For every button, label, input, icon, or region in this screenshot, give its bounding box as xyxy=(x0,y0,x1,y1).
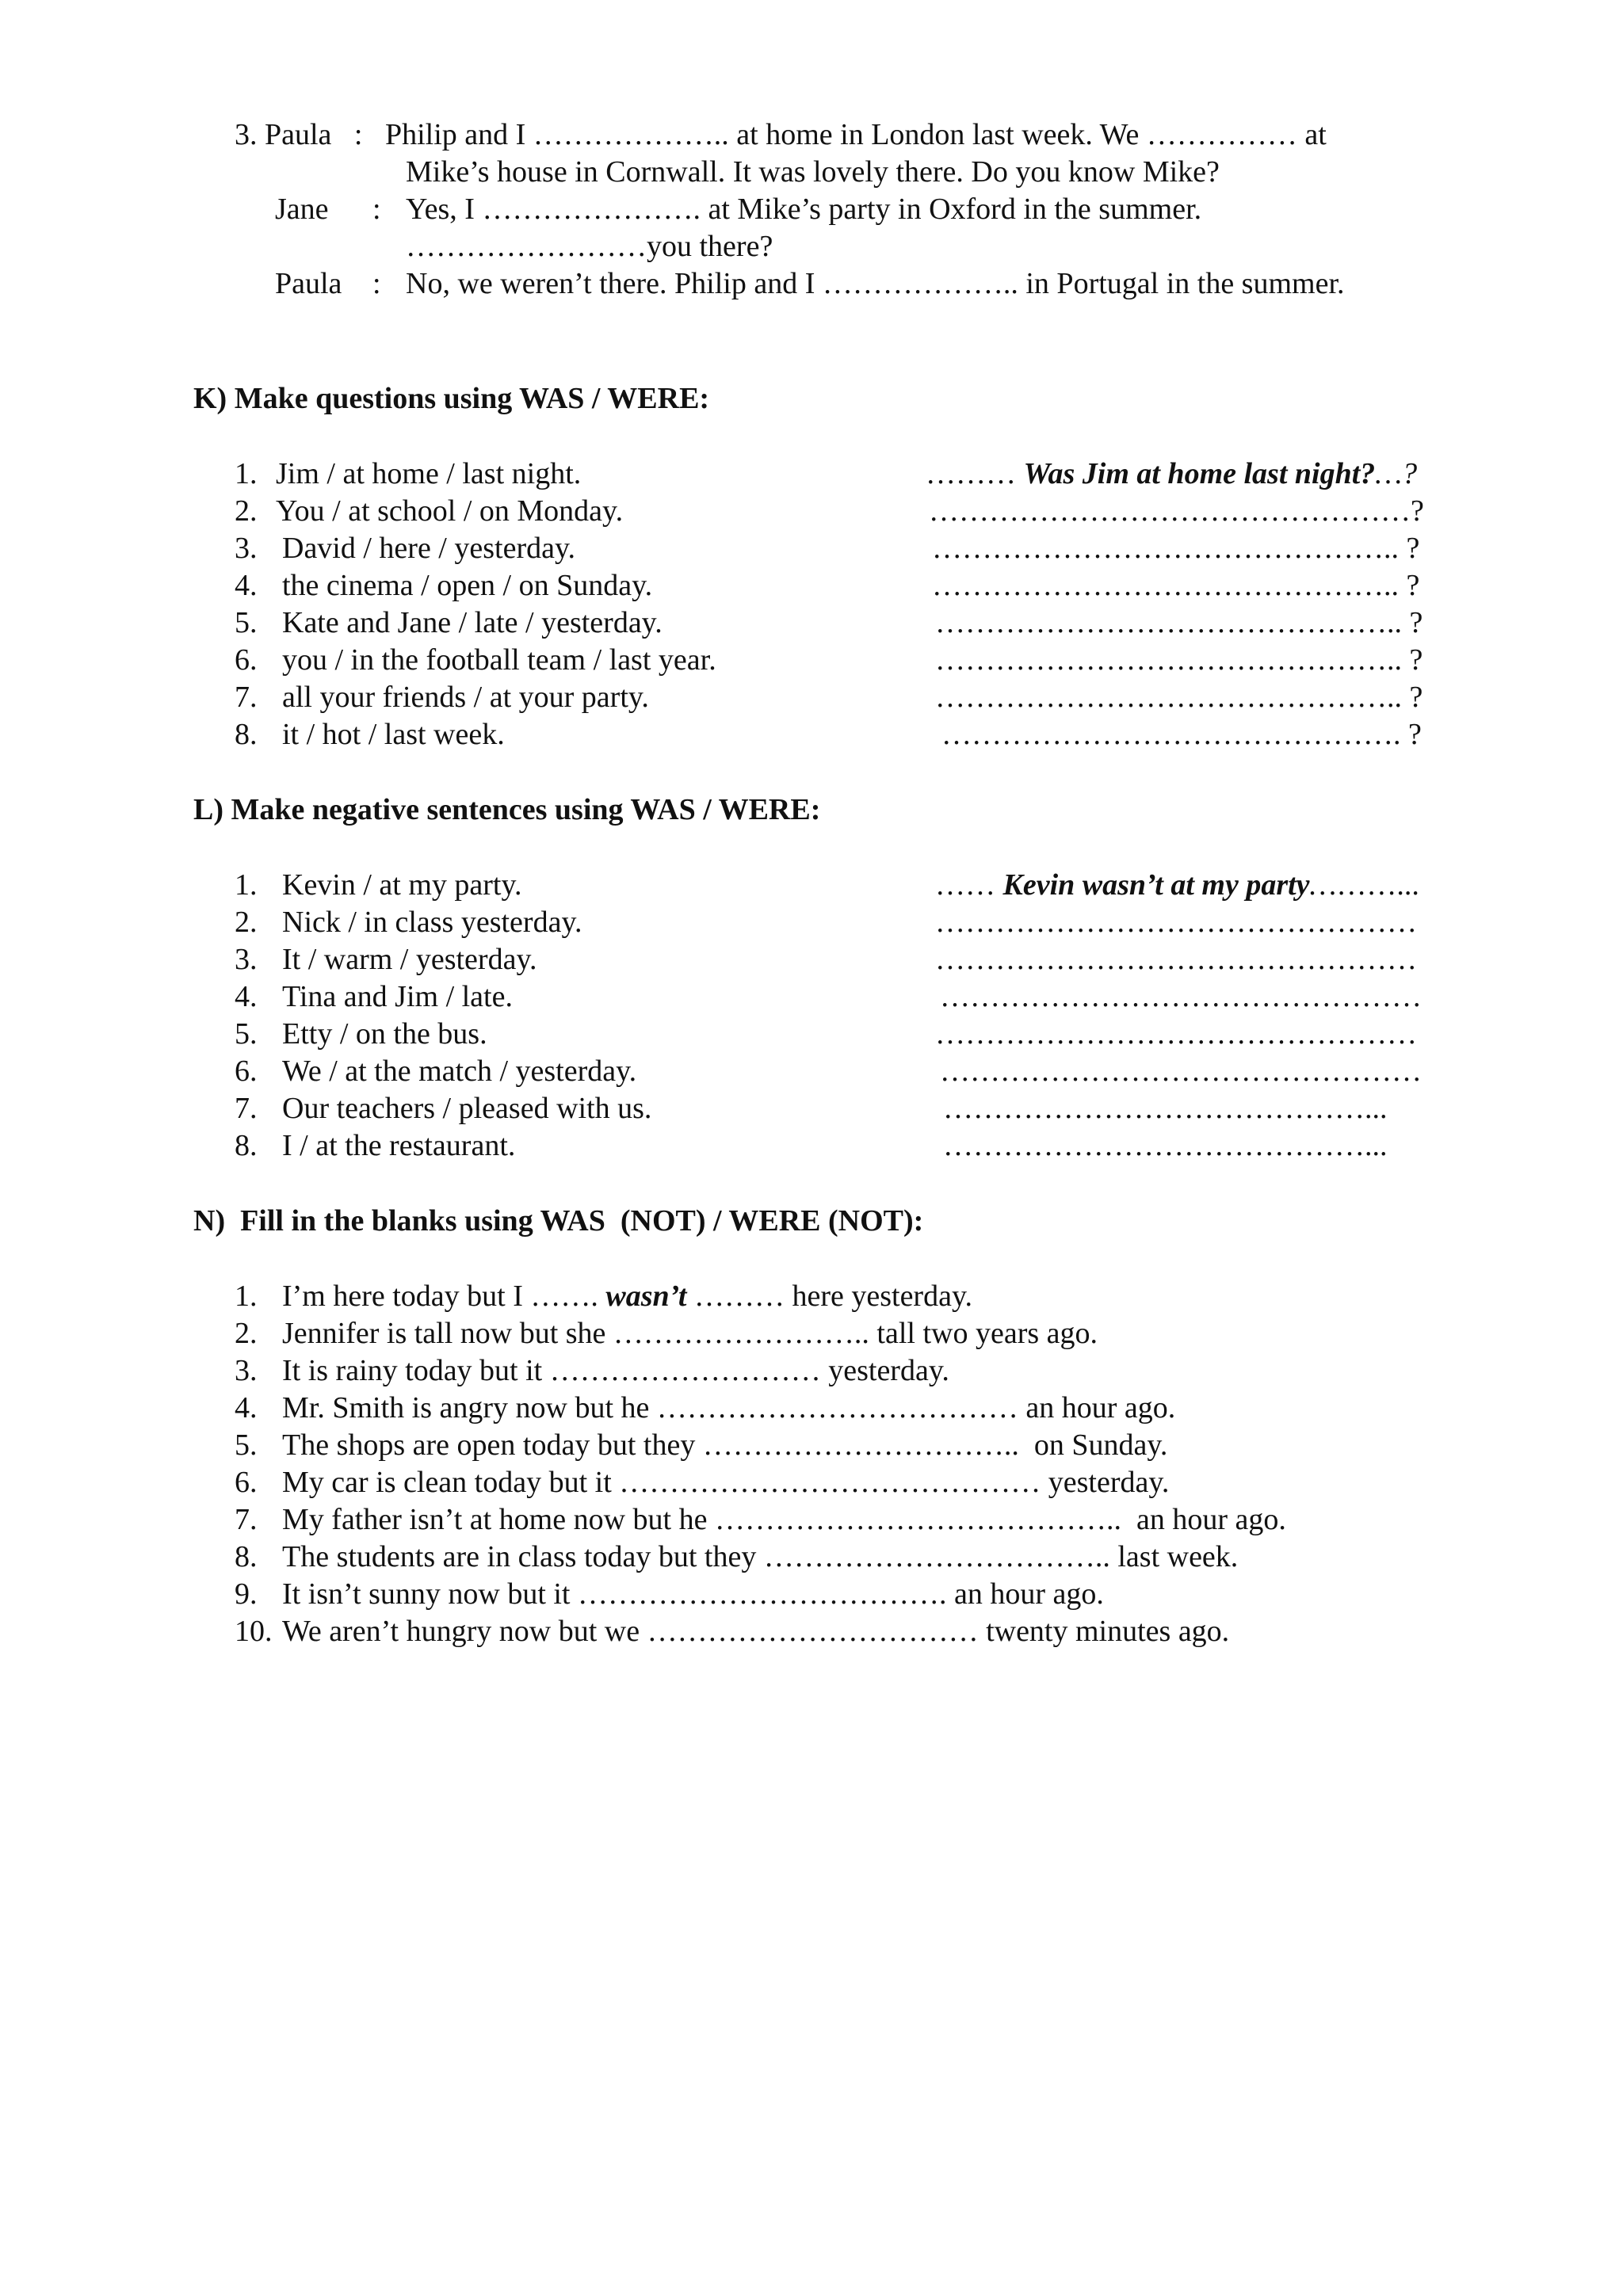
n-item-text: It isn’t sunny now but it ………………………………. an hour ago. xyxy=(282,1577,1104,1611)
l-item-prompt: We / at the match / yesterday. xyxy=(282,1055,637,1088)
k-item-blank: ……………………………………….. ? xyxy=(932,532,1420,565)
k-item-answer-line xyxy=(926,456,1417,492)
l-item-num: 1. xyxy=(235,868,258,902)
n-item-text: Mr. Smith is angry now but he ……………………………… an hour ago. xyxy=(282,1391,1176,1425)
n-item-num: 1. xyxy=(235,1280,258,1313)
l-item-blank: ………………………………………… xyxy=(940,980,1422,1013)
n-item-text: My car is clean today but it …………………………………… yesterday. xyxy=(282,1466,1170,1499)
dialogue-line-3: Yes, I …………………. at Mike’s party in Oxford in the summer. xyxy=(406,193,1202,226)
n-item-num: 4. xyxy=(235,1391,258,1425)
k-item-prompt: it / hot / last week. xyxy=(282,718,505,751)
n-item-text: We aren’t hungry now but we …………………………… twenty minutes ago. xyxy=(282,1615,1230,1648)
n-item-text: Jennifer is tall now but she …………………….. tall two years ago. xyxy=(282,1317,1098,1350)
l-item-blank: ………………………………………… xyxy=(935,1017,1417,1051)
l-item-dots: …… xyxy=(935,868,995,902)
dialogue-line-1: 3. Paula : Philip and I ……………….. at home in London last week. We …………… at xyxy=(235,118,1327,151)
dialogue-speaker-paula: Paula xyxy=(275,267,342,300)
dialogue-line-4: ……………………you there? xyxy=(406,230,773,263)
l-item-num: 4. xyxy=(235,980,258,1013)
k-item-num: 7. xyxy=(235,681,258,714)
n-item-text: The students are in class today but they …………………………….. last week. xyxy=(282,1540,1239,1573)
l-item-num: 2. xyxy=(235,906,258,939)
l-item-num: 6. xyxy=(235,1055,258,1088)
k-item-blank: ……………………………………….. ? xyxy=(932,569,1420,602)
n-item-num: 8. xyxy=(235,1540,258,1573)
n-item-num: 7. xyxy=(235,1503,258,1536)
n-item-after: ……… here yesterday. xyxy=(693,1280,972,1313)
k-item-num: 5. xyxy=(235,606,258,639)
k-item-prompt: the cinema / open / on Sunday. xyxy=(282,569,653,602)
k-item-blank: ………………………………………. ? xyxy=(941,718,1422,751)
l-item-num: 3. xyxy=(235,943,258,976)
k-item-blank: ……………………………………….. ? xyxy=(935,606,1423,639)
k-item-num: 6. xyxy=(235,643,258,677)
k-item-num: 4. xyxy=(235,569,258,602)
dialogue-colon-paula: : xyxy=(372,267,381,300)
n-item-num: 5. xyxy=(235,1428,258,1462)
n-item-num: 3. xyxy=(235,1354,258,1387)
k-item-tail: …? xyxy=(1375,457,1418,490)
k-item-num: 3. xyxy=(235,532,258,565)
k-item-num: 2. xyxy=(235,494,258,528)
k-item-prompt: you / in the football team / last year. xyxy=(282,643,716,677)
l-item-prompt: Kevin / at my party. xyxy=(282,868,522,902)
k-item-num: 1. xyxy=(235,457,258,490)
k-item-blank: ……………………………………….. ? xyxy=(935,681,1423,714)
l-item-blank: ………………………………………… xyxy=(935,943,1417,976)
l-item-prompt: Tina and Jim / late. xyxy=(282,980,513,1013)
dialogue-line-2: Mike’s house in Cornwall. It was lovely there. Do you know Mike? xyxy=(406,155,1220,189)
k-item-blank: ……………………………………….. ? xyxy=(935,643,1423,677)
k-item-dots: ……… xyxy=(926,457,1016,490)
dialogue-speaker-jane: Jane xyxy=(275,193,329,226)
l-item-blank: ………………………………………… xyxy=(940,1055,1422,1088)
n-item-num: 10. xyxy=(235,1615,273,1648)
n-item-num: 9. xyxy=(235,1577,258,1611)
k-item-prompt: You / at school / on Monday. xyxy=(276,494,624,528)
l-item-blank: ………………………………………… xyxy=(935,906,1417,939)
k-item-prompt: Kate and Jane / late / yesterday. xyxy=(282,606,663,639)
n-item-before: I’m here today but I ……. xyxy=(282,1280,598,1313)
l-item-answer-line xyxy=(935,867,1419,903)
k-item-prompt: all your friends / at your party. xyxy=(282,681,649,714)
k-item-num: 8. xyxy=(235,718,258,751)
l-item-example-answer: Kevin wasn’t at my party xyxy=(1002,868,1310,902)
n-item-text: It is rainy today but it ……………………… yesterday. xyxy=(282,1354,949,1387)
l-item-prompt: I / at the restaurant. xyxy=(282,1129,516,1162)
section-k-heading: K) Make questions using WAS / WERE: xyxy=(193,382,710,415)
n-item-num: 2. xyxy=(235,1317,258,1350)
l-item-prompt: Etty / on the bus. xyxy=(282,1017,487,1051)
l-item-prompt: It / warm / yesterday. xyxy=(282,943,537,976)
l-item-prompt: Nick / in class yesterday. xyxy=(282,906,582,939)
l-item-prompt: Our teachers / pleased with us. xyxy=(282,1092,652,1125)
l-item-num: 7. xyxy=(235,1092,258,1125)
k-item-blank: …………………………………………? xyxy=(929,494,1424,528)
k-item-prompt: David / here / yesterday. xyxy=(282,532,575,565)
n-item-num: 6. xyxy=(235,1466,258,1499)
n-item-example-answer: wasn’t xyxy=(605,1280,687,1313)
n-item-text: My father isn’t at home now but he ………………………………….. an hour ago. xyxy=(282,1503,1286,1536)
l-item-blank: ……………………………………... xyxy=(943,1129,1388,1162)
l-item-num: 5. xyxy=(235,1017,258,1051)
dialogue-colon-jane: : xyxy=(372,193,381,226)
l-item-num: 8. xyxy=(235,1129,258,1162)
n-item-text: The shops are open today but they ………………………….. on Sunday. xyxy=(282,1428,1168,1462)
l-item-tail-dots: ……... xyxy=(1336,868,1419,902)
dialogue-line-5: No, we weren’t there. Philip and I ……………….. in Portugal in the summer. xyxy=(406,267,1345,300)
k-item-example-answer: Was Jim at home last night? xyxy=(1023,457,1376,490)
section-l-heading: L) Make negative sentences using WAS / WERE: xyxy=(193,793,821,826)
n-item-text xyxy=(282,1278,972,1314)
l-item-blank: ……………………………………... xyxy=(943,1092,1388,1125)
l-item-tail: … xyxy=(1309,868,1337,902)
k-item-prompt: Jim / at home / last night. xyxy=(276,457,582,490)
section-n-heading: N) Fill in the blanks using WAS (NOT) / WERE (NOT): xyxy=(193,1204,924,1238)
